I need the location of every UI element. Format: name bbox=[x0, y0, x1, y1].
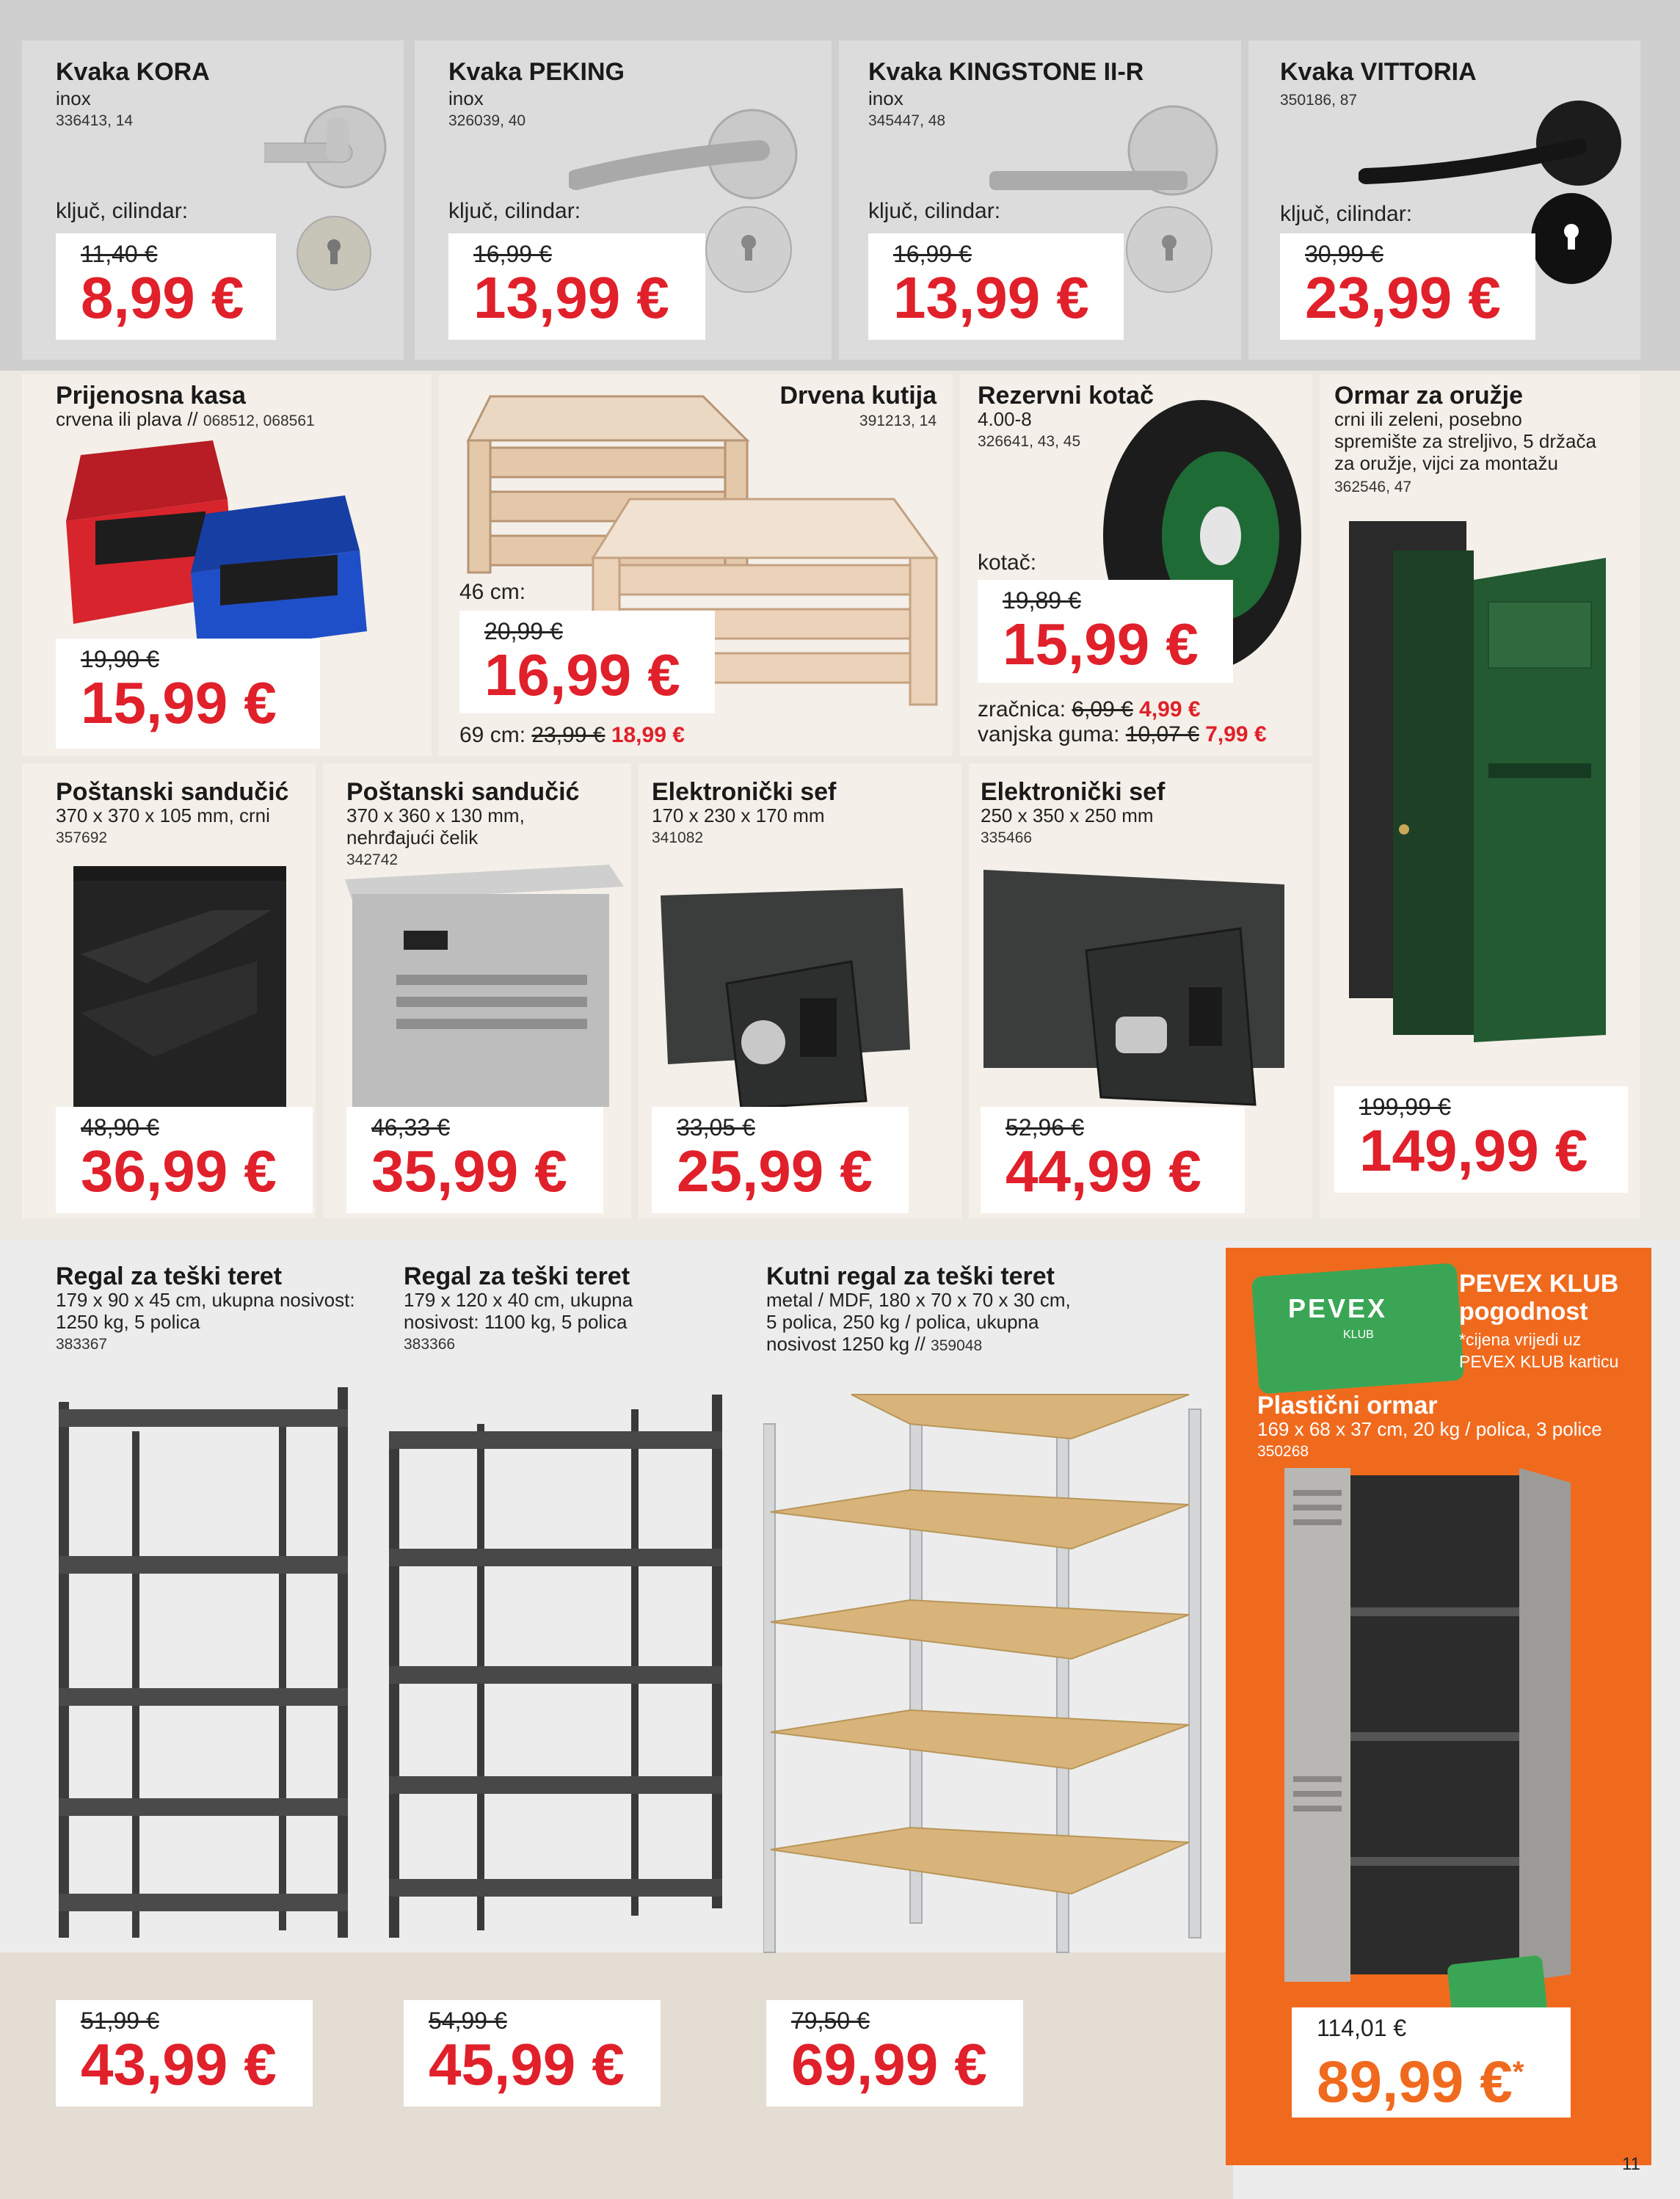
pevex-note-line1: *cijena vrijedi uz bbox=[1459, 1330, 1582, 1349]
size-label: 46 cm: bbox=[459, 580, 526, 604]
new-price: 35,99 € bbox=[371, 1138, 567, 1204]
product-title: Rezervni kotač bbox=[978, 382, 1154, 410]
shelf-image bbox=[59, 1387, 367, 1945]
product-desc-line2: nosivost: 1100 kg, 5 polica bbox=[404, 1311, 628, 1333]
product-desc-line3 bbox=[766, 1333, 982, 1356]
pevex-note-line2: PEVEX KLUB karticu bbox=[1459, 1352, 1619, 1371]
old-price: 20,99 € bbox=[484, 618, 563, 644]
old-price: 19,89 € bbox=[1003, 587, 1081, 614]
product-title: Drvena kutija bbox=[779, 382, 937, 410]
new-price: 149,99 € bbox=[1359, 1118, 1588, 1183]
plastic-cabinet-image bbox=[1284, 1468, 1578, 1982]
old-price: 16,99 € bbox=[473, 241, 552, 267]
safe-image bbox=[653, 881, 932, 1116]
escutcheon-image bbox=[1527, 187, 1615, 290]
product-desc-line1: crni ili zeleni, posebno bbox=[1334, 408, 1522, 430]
old-price: 11,40 € bbox=[81, 241, 158, 267]
regular-price: 114,01 € bbox=[1317, 2015, 1407, 2041]
product-desc: 4.00-8 bbox=[978, 408, 1032, 430]
price-box bbox=[459, 611, 715, 713]
product-desc-line1: 179 x 90 x 45 cm, ukupna nosivost: bbox=[56, 1289, 355, 1311]
tube-new-price: 4,99 € bbox=[1139, 697, 1201, 722]
price-box bbox=[766, 2000, 1023, 2107]
old-price: 48,90 € bbox=[81, 1114, 159, 1141]
price-box bbox=[868, 233, 1124, 340]
old-price: 16,99 € bbox=[893, 241, 972, 267]
escutcheon-image bbox=[701, 202, 796, 297]
product-title: Prijenosna kasa bbox=[56, 382, 246, 410]
escutcheon-image bbox=[1121, 202, 1217, 297]
price-box bbox=[448, 233, 705, 340]
pevex-heading-2: pogodnost bbox=[1459, 1298, 1588, 1326]
product-title: Ormar za oružje bbox=[1334, 382, 1523, 410]
lock-label: ključ, cilindar: bbox=[448, 199, 581, 223]
handle-image bbox=[986, 92, 1228, 202]
product-title: Poštanski sandučić bbox=[346, 778, 580, 806]
pevex-heading: PEVEX KLUB bbox=[1459, 1270, 1619, 1298]
new-price: 36,99 € bbox=[81, 1138, 277, 1204]
mailbox-image bbox=[345, 857, 624, 1114]
product-material: inox bbox=[448, 87, 484, 109]
price-box bbox=[1292, 2007, 1571, 2118]
product-desc-line2: 1250 kg, 5 polica bbox=[56, 1311, 200, 1333]
price-box bbox=[652, 1107, 909, 1213]
product-mailbox-steel[interactable] bbox=[323, 763, 631, 1218]
product-desc: 169 x 68 x 37 cm, 20 kg / polica, 3 police bbox=[1257, 1418, 1602, 1440]
price-box bbox=[56, 639, 320, 749]
product-code: 359048 bbox=[931, 1337, 983, 1354]
mailbox-image bbox=[66, 866, 286, 1145]
new-price: 13,99 € bbox=[893, 265, 1089, 330]
tube-old-price: 6,09 € bbox=[1072, 697, 1133, 722]
price-box bbox=[404, 2000, 661, 2107]
tube-price bbox=[978, 697, 1201, 722]
lock-label: ključ, cilindar: bbox=[1280, 202, 1413, 226]
old-price: 33,05 € bbox=[677, 1114, 755, 1141]
new-price: 44,99 € bbox=[1006, 1138, 1201, 1204]
tire-old-price: 10,07 € bbox=[1125, 722, 1199, 746]
product-desc-line1: 370 x 360 x 130 mm, bbox=[346, 804, 525, 826]
product-title: Plastični ormar bbox=[1257, 1392, 1438, 1420]
new-price: 43,99 € bbox=[81, 2032, 277, 2097]
price-box bbox=[56, 233, 276, 340]
product-desc-line1: 179 x 120 x 40 cm, ukupna bbox=[404, 1289, 633, 1311]
product-code: 068512, 068561 bbox=[203, 412, 315, 429]
tire-label: vanjska guma: bbox=[978, 722, 1120, 746]
shelf-image bbox=[389, 1395, 734, 1938]
product-code: 357692 bbox=[56, 829, 108, 846]
new-price-value: 89,99 € bbox=[1317, 2049, 1513, 2115]
product-desc-line3: za oružje, vijci za montažu bbox=[1334, 452, 1558, 474]
handle-image bbox=[264, 103, 396, 198]
product-mailbox-black[interactable] bbox=[22, 763, 316, 1218]
pevex-klub-panel[interactable] bbox=[1226, 1248, 1651, 2165]
product-title: Regal za teški teret bbox=[56, 1262, 283, 1290]
asterisk: * bbox=[1512, 2056, 1524, 2088]
product-material: inox bbox=[868, 87, 903, 109]
product-title: Kvaka PEKING bbox=[448, 58, 625, 86]
page-number: 11 bbox=[1622, 2154, 1640, 2174]
new-price: 69,99 € bbox=[791, 2032, 987, 2097]
product-desc bbox=[56, 408, 315, 432]
price-box bbox=[1334, 1086, 1628, 1193]
product-desc-line1: metal / MDF, 180 x 70 x 70 x 30 cm, bbox=[766, 1289, 1071, 1311]
lock-label: ključ, cilindar: bbox=[56, 199, 189, 223]
product-crate[interactable] bbox=[439, 374, 953, 756]
price-box bbox=[1280, 233, 1535, 340]
old-price: 30,99 € bbox=[1305, 241, 1383, 267]
new-price: 16,99 € bbox=[484, 642, 680, 708]
product-code: 383366 bbox=[404, 1336, 456, 1353]
product-title: Regal za teški teret bbox=[404, 1262, 630, 1290]
product-shelf-1[interactable] bbox=[22, 1248, 374, 2129]
product-code: 350186, 87 bbox=[1280, 92, 1358, 109]
product-code: 350268 bbox=[1257, 1443, 1309, 1460]
alt-size-label: 69 cm: bbox=[459, 723, 526, 747]
product-code: 335466 bbox=[981, 829, 1033, 846]
handle-image bbox=[569, 92, 804, 202]
pevex-card-sub: KLUB bbox=[1343, 1329, 1374, 1341]
product-code: 336413, 14 bbox=[56, 112, 134, 129]
tire-new-price: 7,99 € bbox=[1205, 722, 1267, 746]
product-shelf-corner[interactable] bbox=[749, 1248, 1204, 2129]
product-cashbox[interactable] bbox=[22, 374, 432, 756]
new-price: 25,99 € bbox=[677, 1138, 873, 1204]
product-desc: 370 x 370 x 105 mm, crni bbox=[56, 804, 270, 826]
new-price: 45,99 € bbox=[429, 2032, 625, 2097]
product-desc-text: nosivost 1250 kg // bbox=[766, 1333, 926, 1355]
product-desc-text: crvena ili plava // bbox=[56, 408, 198, 430]
product-code: 342742 bbox=[346, 851, 399, 868]
old-price: 46,33 € bbox=[371, 1114, 450, 1141]
product-title: Kvaka VITTORIA bbox=[1280, 58, 1477, 86]
product-desc: 170 x 230 x 170 mm bbox=[652, 804, 825, 826]
alt-new-price: 18,99 € bbox=[611, 723, 685, 747]
product-safe-small[interactable] bbox=[639, 763, 961, 1218]
safe-image bbox=[976, 862, 1299, 1112]
product-desc-line2: spremište za streljivo, 5 držača bbox=[1334, 430, 1596, 452]
gun-cabinet-image bbox=[1349, 521, 1628, 1050]
product-desc-line2: 5 polica, 250 kg / polica, ukupna bbox=[766, 1311, 1039, 1333]
product-title: Kutni regal za teški teret bbox=[766, 1262, 1055, 1290]
product-code: 345447, 48 bbox=[868, 112, 946, 129]
new-price: 13,99 € bbox=[473, 265, 669, 330]
lock-label: ključ, cilindar: bbox=[868, 199, 1001, 223]
shelf-image bbox=[763, 1380, 1204, 1967]
product-code: 341082 bbox=[652, 829, 704, 846]
product-code: 391213, 14 bbox=[859, 412, 937, 429]
tube-label: zračnica: bbox=[978, 697, 1066, 722]
old-price: 19,90 € bbox=[81, 646, 159, 672]
product-title: Kvaka KINGSTONE II-R bbox=[868, 58, 1144, 86]
product-desc-line2: nehrđajući čelik bbox=[346, 826, 479, 848]
product-handle-kora[interactable] bbox=[22, 40, 404, 360]
product-code: 326641, 43, 45 bbox=[978, 433, 1081, 450]
old-price: 54,99 € bbox=[429, 2007, 507, 2034]
product-title: Poštanski sandučić bbox=[56, 778, 289, 806]
new-price: 8,99 € bbox=[81, 265, 244, 330]
alt-old-price: 23,99 € bbox=[531, 723, 606, 747]
price-box bbox=[56, 2000, 313, 2107]
product-gun-cabinet[interactable] bbox=[1320, 374, 1640, 1218]
product-code: 383367 bbox=[56, 1336, 108, 1353]
product-code: 326039, 40 bbox=[448, 112, 526, 129]
product-material: inox bbox=[56, 87, 91, 109]
product-code: 362546, 47 bbox=[1334, 479, 1412, 495]
product-desc: 250 x 350 x 250 mm bbox=[981, 804, 1154, 826]
new-price bbox=[1317, 2041, 1554, 2113]
product-safe-large[interactable] bbox=[969, 763, 1312, 1218]
product-shelf-2[interactable] bbox=[382, 1248, 741, 2129]
product-wheel[interactable] bbox=[960, 374, 1312, 756]
product-handle-peking[interactable] bbox=[415, 40, 832, 360]
cashbox-image bbox=[51, 433, 418, 653]
product-handle-vittoria[interactable] bbox=[1248, 40, 1640, 360]
old-price: 51,99 € bbox=[81, 2007, 159, 2034]
alt-size-price bbox=[459, 723, 685, 748]
pevex-card-brand: PEVEX bbox=[1288, 1293, 1388, 1323]
handle-image bbox=[1359, 92, 1623, 195]
new-price: 15,99 € bbox=[81, 670, 277, 735]
wheel-label: kotač: bbox=[978, 550, 1037, 575]
escutcheon-image bbox=[294, 213, 374, 294]
product-title: Elektronički sef bbox=[981, 778, 1166, 806]
product-title: Elektronički sef bbox=[652, 778, 837, 806]
price-box bbox=[981, 1107, 1245, 1213]
old-price: 79,50 € bbox=[791, 2007, 870, 2034]
price-box bbox=[56, 1107, 313, 1213]
price-box bbox=[978, 580, 1233, 683]
product-handle-kingstone[interactable] bbox=[839, 40, 1241, 360]
old-price: 199,99 € bbox=[1359, 1094, 1451, 1120]
price-box bbox=[346, 1107, 603, 1213]
new-price: 15,99 € bbox=[1003, 611, 1199, 677]
old-price: 52,96 € bbox=[1006, 1114, 1084, 1141]
tire-price bbox=[978, 722, 1267, 747]
product-title: Kvaka KORA bbox=[56, 58, 210, 86]
new-price: 23,99 € bbox=[1305, 265, 1501, 330]
